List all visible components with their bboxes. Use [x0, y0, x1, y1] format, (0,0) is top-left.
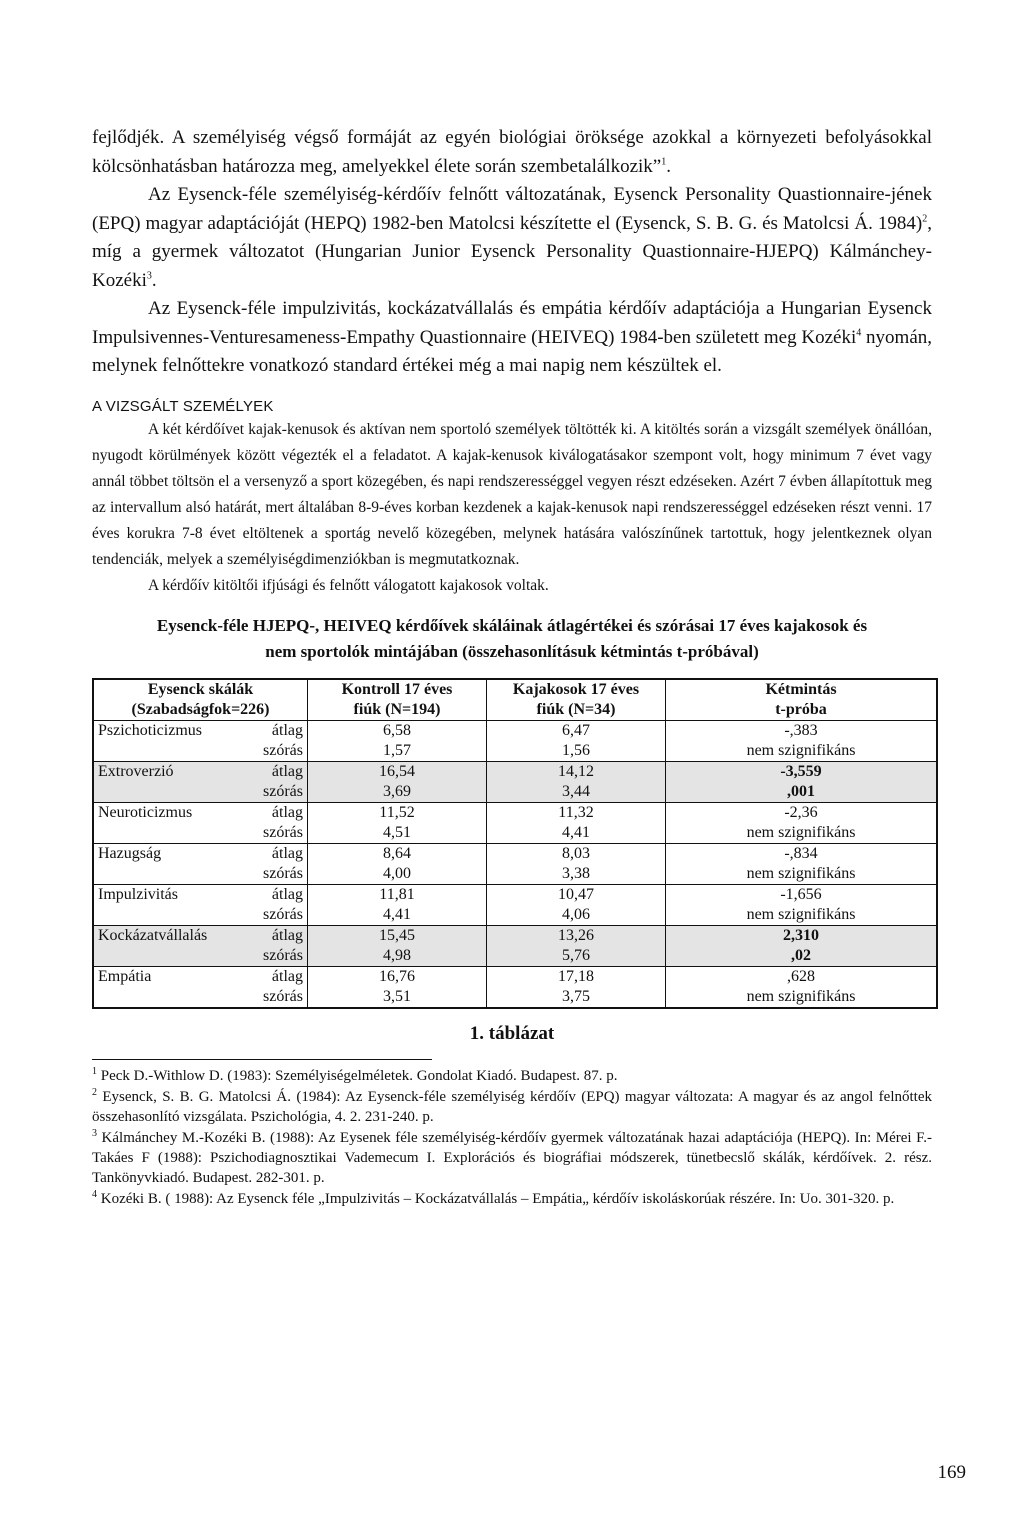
footnote-2 — [92, 1087, 932, 1127]
kayak-sd: 5,76 — [487, 946, 666, 967]
kayak-mean: 10,47 — [487, 884, 666, 905]
stat-label-mean: átlag — [271, 926, 303, 944]
kayak-sd: 1,56 — [487, 741, 666, 762]
paragraph-heiveq — [92, 295, 932, 381]
control-sd: 4,41 — [308, 905, 487, 926]
table-caption — [92, 613, 932, 665]
kayak-sd: 4,06 — [487, 905, 666, 926]
footnote-text: Eysenck, S. B. G. Matolcsi Á. (1984): Az Eysenck-féle személyiség kérdőív (EPQ) magyar változata: A magyar és az angol felnőttek összehasonlító vizsgálata. Pszichológia, 4. 2. 231-240. p. — [92, 1088, 932, 1125]
scale-cell — [93, 761, 308, 782]
table-row — [93, 843, 937, 864]
t-value: -2,36 — [666, 802, 938, 823]
page-content — [92, 124, 932, 1210]
footnote-number: 2 — [92, 1086, 97, 1098]
stat-label-mean: átlag — [271, 844, 303, 862]
paragraph-heiveq-text-a: Az Eysenck-féle impulzivitás, kockázatvállalás és empátia kérdőív adaptációja a Hungarian Eysenck Impulsivennes-Venturesameness-Empathy Quastionnaire (HEIVEQ) 1984-ben született meg Kozéki — [92, 298, 932, 348]
table-row — [93, 987, 937, 1008]
p-value: nem szignifikáns — [666, 905, 938, 926]
p-value: nem szignifikáns — [666, 987, 938, 1008]
footnote-4 — [92, 1189, 932, 1209]
control-sd: 3,51 — [308, 987, 487, 1008]
table-row — [93, 782, 937, 803]
scale-cell — [93, 843, 308, 864]
control-mean: 11,52 — [308, 802, 487, 823]
scale-cell — [93, 884, 308, 905]
paragraph-epq: Az Eysenck-féle személyiség-kérdőív felnőtt változatának, Eysenck Personality Quastionnaire-jének (EPQ) magyar adaptációját (HEPQ) 1982-ben Matolcsi készítette el (Eysenck, S. B. G. és Matolcsi Á. 1984)$^2$, míg a gyermek változatot (Hungarian Junior Eysenck Personality Quastionnaire-HJEPQ) Kálmánchey-Kozéki$^3$. — [92, 184, 932, 291]
header-control: Kontroll 17 éves — [308, 679, 487, 700]
control-mean: 8,64 — [308, 843, 487, 864]
scale-name: Impulzivitás — [98, 885, 178, 903]
scale-cell — [93, 720, 308, 741]
header-scales-sub: (Szabadságfok=226) — [93, 700, 308, 721]
stat-label-sd: szórás — [263, 946, 303, 964]
header-control-sub: fiúk (N=194) — [308, 700, 487, 721]
scale-cell — [93, 925, 308, 946]
t-value: -,383 — [666, 720, 938, 741]
table-row — [93, 925, 937, 946]
footnote-number: 4 — [92, 1188, 97, 1200]
kayak-sd: 3,44 — [487, 782, 666, 803]
footnote-ref-4[interactable]: 4 — [856, 327, 862, 339]
p-value: ,001 — [666, 782, 938, 803]
footnote-number: 1 — [92, 1065, 97, 1077]
scale-cell — [93, 864, 308, 885]
scale-name: Pszichoticizmus — [98, 721, 202, 739]
kayak-sd: 3,38 — [487, 864, 666, 885]
control-sd: 4,98 — [308, 946, 487, 967]
footnote-text: Kálmánchey M.-Kozéki B. (1988): Az Eysenek féle személyiség-kérdőív gyermek változatának hazai adaptációja (HEPQ). In: Mérei F.- Takáes F (1988): Pszichodiagnosztikai Vademecum I. Explorációs és biográfiai módszerek, tünetbecslő skálák, kérdőívek. 2. rész. Tankönyvkiadó. Budapest. 282-301. p. — [92, 1129, 933, 1186]
p-value: nem szignifikáns — [666, 741, 938, 762]
kayak-mean: 14,12 — [487, 761, 666, 782]
footnote-text: Peck D.-Withlow D. (1983): Személyiségelméletek. Gondolat Kiadó. Budapest. 87. p. — [100, 1067, 618, 1084]
footnote-3 — [92, 1128, 932, 1188]
intro-text: fejlődjék. A személyiség végső formáját az egyén biológiai öröksége azokkal a környezeti befolyásokkal kölcsönhatásban határozza meg, amelyekkel élete során szembetalálkozik” — [92, 127, 932, 177]
t-value: ,628 — [666, 966, 938, 987]
table-number: 1. táblázat — [469, 1022, 555, 1044]
stat-label-mean: átlag — [271, 885, 303, 903]
footnote-text: Kozéki B. ( 1988): Az Eysenck féle „Impulzivitás – Kockázatvállalás – Empátia„ kérdőív iskoláskorúak részére. In: Uo. 301-320. p. — [100, 1190, 895, 1207]
scale-name: Extroverzió — [98, 762, 174, 780]
footnote-ref-2[interactable]: 2 — [922, 213, 928, 225]
kayak-mean: 6,47 — [487, 720, 666, 741]
results-table — [92, 678, 938, 1009]
scale-name: Hazugság — [98, 844, 162, 862]
stat-label-sd: szórás — [263, 864, 303, 882]
stat-label-sd: szórás — [263, 741, 303, 759]
header-kayak-sub: fiúk (N=34) — [487, 700, 666, 721]
kayak-mean: 17,18 — [487, 966, 666, 987]
scale-cell — [93, 823, 308, 844]
section-title: A VIZSGÁLT SZEMÉLYEK — [92, 397, 274, 415]
table-row — [93, 884, 937, 905]
intro-paragraph: fejlődjék. A személyiség végső formáját az egyén biológiai öröksége azokkal a környezeti befolyásokkal kölcsönhatásban határozza meg, amelyekkel élete során szembetalálkozik”$^1$. — [92, 127, 932, 177]
t-value: -,834 — [666, 843, 938, 864]
p-value: nem szignifikáns — [666, 864, 938, 885]
t-value: -1,656 — [666, 884, 938, 905]
footnote-number: 3 — [92, 1127, 97, 1139]
scale-name: Kockázatvállalás — [98, 926, 208, 944]
scale-cell — [93, 741, 308, 762]
paragraph-heiveq-text-b: nyomán, melynek felnőttekre vonatkozó standard értékei még a mai napig nem készültek el. — [92, 326, 933, 376]
table-header-row-2 — [93, 700, 937, 721]
table-caption-line-1: Eysenck-féle HJEPQ-, HEIVEQ kérdőívek skáláinak átlagértékei és szórásai 17 éves kajakosok és — [156, 615, 868, 635]
stat-label-sd: szórás — [263, 987, 303, 1005]
footnote-ref-1[interactable]: 1 — [661, 156, 667, 168]
stat-label-sd: szórás — [263, 905, 303, 923]
t-value: -3,559 — [666, 761, 938, 782]
table-row — [93, 946, 937, 967]
table-row — [93, 802, 937, 823]
scale-name: Empátia — [98, 967, 152, 985]
scale-cell — [93, 905, 308, 926]
header-ttest-sub: t-próba — [666, 700, 938, 721]
stat-label-sd: szórás — [263, 823, 303, 841]
control-sd: 4,00 — [308, 864, 487, 885]
kayak-mean: 8,03 — [487, 843, 666, 864]
header-ttest: Kétmintás — [666, 679, 938, 700]
control-mean: 6,58 — [308, 720, 487, 741]
scale-cell — [93, 966, 308, 987]
control-sd: 3,69 — [308, 782, 487, 803]
control-mean: 11,81 — [308, 884, 487, 905]
kayak-mean: 13,26 — [487, 925, 666, 946]
table-row — [93, 966, 937, 987]
section-paragraph-1: A két kérdőívet kajak-kenusok és aktívan nem sportoló személyek töltötték ki. A kitöltés során a vizsgált személyek önállóan, nyugodt körülmények között végezték el a feladatot. A kajak-kenusok kiválogatásakor szempont volt, hogy minimum 7 évet vagy annál többet töltsön el a versenyző a sport közegében, és napi rendszerességgel vegyen részt edzéseken. Azért 7 évben állapítottuk meg az intervallum alsó határát, mert általában 8-9-éves korban kezdenek a kajak-kenusok napi rendszerességgel edzéseken részt venni. 17 éves korukra 7-8 évet eltöltenek a sportág nevelő közegében, melynek hatására valószínűnek tartottuk, hogy jelentkeznek olyan tendenciák, melyek a személyiségdimenziókban is megmutatkoznak. — [92, 420, 932, 568]
stat-label-mean: átlag — [271, 762, 303, 780]
control-sd: 4,51 — [308, 823, 487, 844]
footnote-divider — [92, 1059, 432, 1060]
page-number: 169 — [937, 1462, 966, 1483]
scale-cell — [93, 946, 308, 967]
table-row — [93, 823, 937, 844]
table-row — [93, 720, 937, 741]
scale-name: Neuroticizmus — [98, 803, 193, 821]
p-value: nem szignifikáns — [666, 823, 938, 844]
stat-label-mean: átlag — [271, 721, 303, 739]
footnote-ref-3[interactable]: 3 — [146, 270, 152, 282]
table-row — [93, 905, 937, 926]
stat-label-mean: átlag — [271, 803, 303, 821]
control-mean: 15,45 — [308, 925, 487, 946]
kayak-sd: 3,75 — [487, 987, 666, 1008]
table-header-row — [93, 679, 937, 700]
table-row — [93, 864, 937, 885]
control-mean: 16,54 — [308, 761, 487, 782]
table-caption-line-2: nem sportolók mintájában (összehasonlításuk kétmintás t-próbával) — [265, 641, 759, 661]
table-row — [93, 761, 937, 782]
header-scales: Eysenck skálák — [93, 679, 308, 700]
scale-cell — [93, 782, 308, 803]
p-value: ,02 — [666, 946, 938, 967]
t-value: 2,310 — [666, 925, 938, 946]
paragraph-epq-text-b: , míg a gyermek változatot (Hungarian Junior Eysenck Personality Quastionnaire-HJEPQ) Kálmánchey-Kozéki — [92, 212, 932, 291]
footnotes — [92, 1066, 932, 1209]
section-paragraph-2: A kérdőív kitöltői ifjúsági és felnőtt válogatott kajakosok voltak. — [148, 576, 549, 594]
kayak-sd: 4,41 — [487, 823, 666, 844]
scale-cell — [93, 987, 308, 1008]
kayak-mean: 11,32 — [487, 802, 666, 823]
footnote-1 — [92, 1066, 932, 1086]
table-row — [93, 741, 937, 762]
stat-label-sd: szórás — [263, 782, 303, 800]
paragraph-epq-text-a: Az Eysenck-féle személyiség-kérdőív felnőtt változatának, Eysenck Personality Quastionnaire-jének (EPQ) magyar adaptációját (HEPQ) 1982-ben Matolcsi készítette el (Eysenck, S. B. G. és Matolcsi Á. 1984) — [92, 184, 932, 234]
control-sd: 1,57 — [308, 741, 487, 762]
control-mean: 16,76 — [308, 966, 487, 987]
scale-cell — [93, 802, 308, 823]
stat-label-mean: átlag — [271, 967, 303, 985]
header-kayak: Kajakosok 17 éves — [487, 679, 666, 700]
